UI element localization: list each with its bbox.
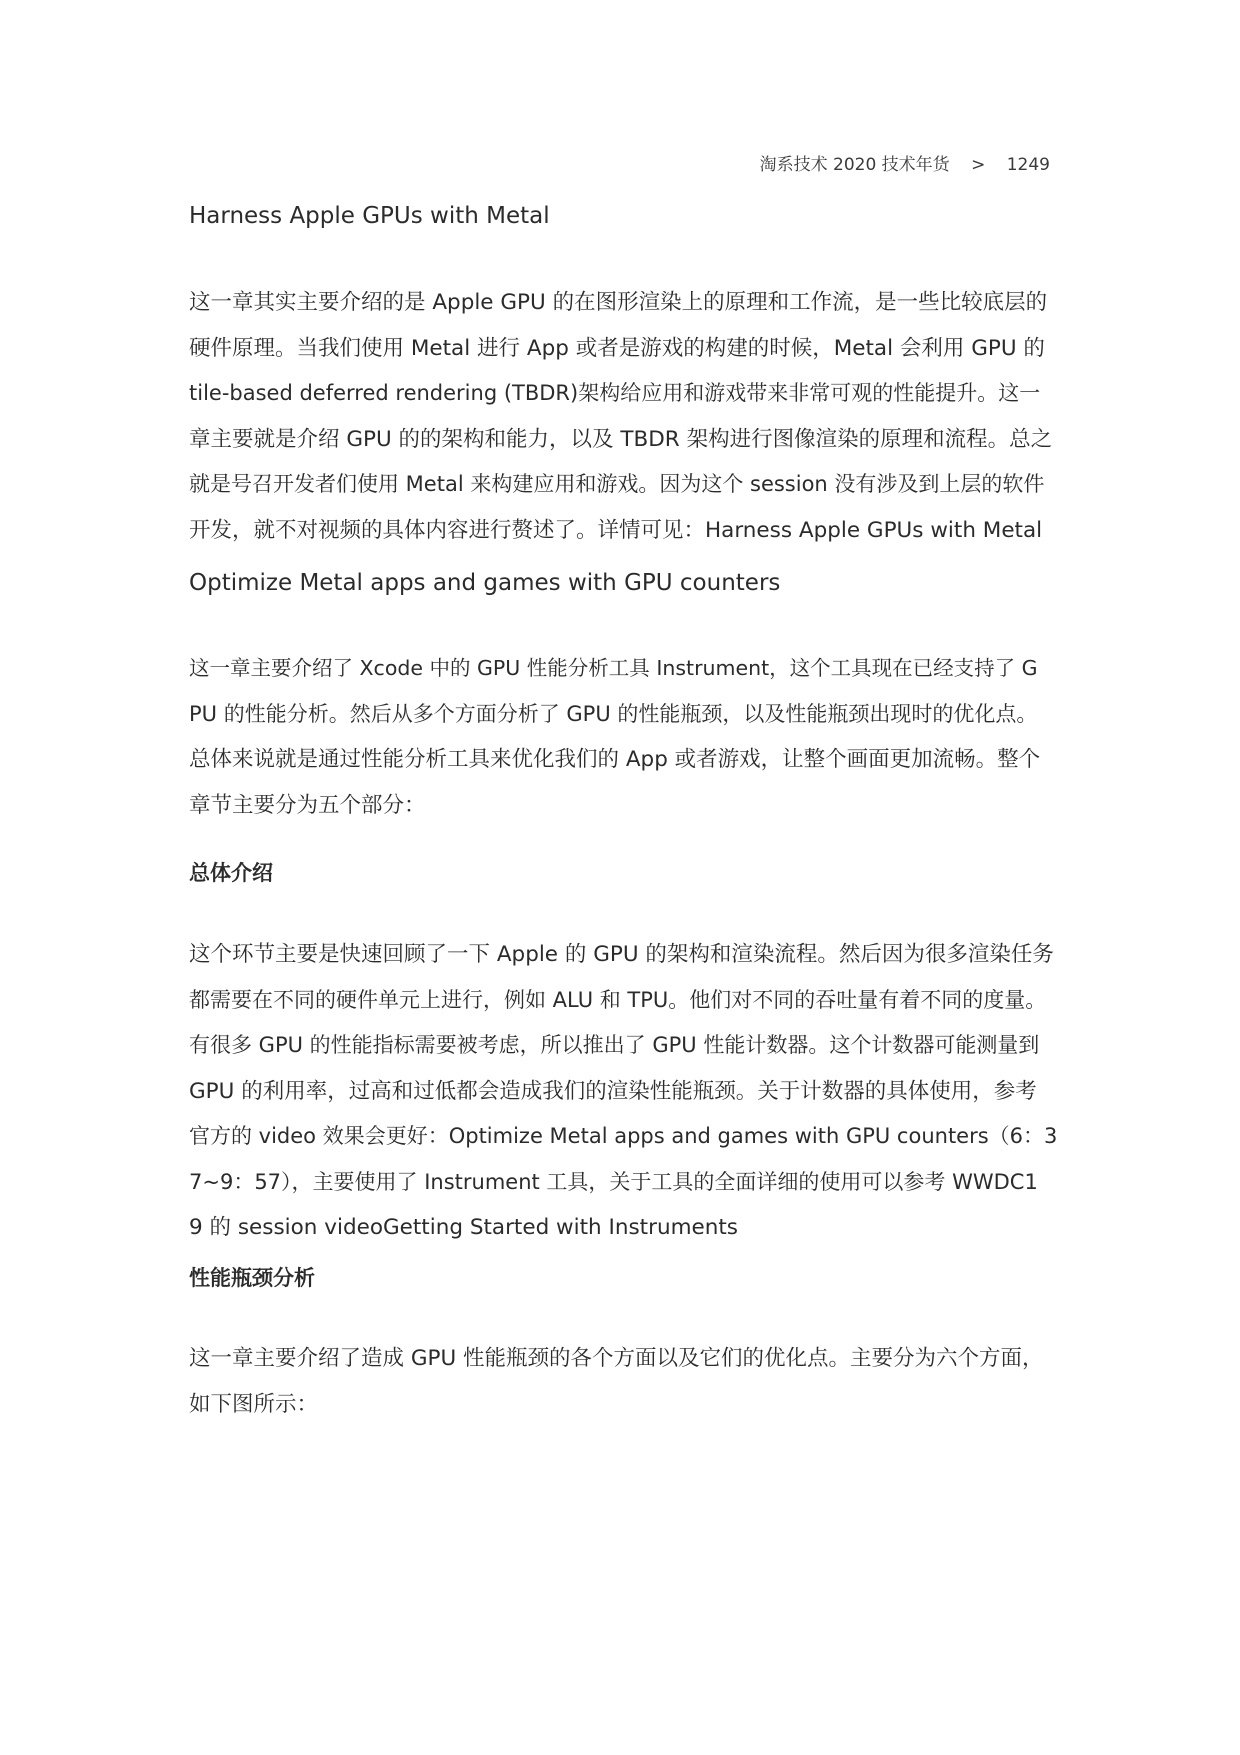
paragraph-line: 这一章主要介绍了造成 GPU 性能瓶颈的各个方面以及它们的优化点。主要分为六个方面， [189, 1346, 1044, 1371]
paragraph-line: 官方的 video 效果会更好：Optimize Metal apps and games with GPU counters（6：3 [189, 1124, 1057, 1148]
header-separator: > [971, 155, 986, 175]
page-header [760, 150, 1050, 175]
paragraph-line: tile-based deferred rendering (TBDR)架构给应用和游戏带来非常可观的性能提升。这一 [189, 381, 1041, 405]
paragraph-line: 都需要在不同的硬件单元上进行，例如 ALU 和 TPU。他们对不同的吞吐量有着不同的度量。 [189, 987, 1047, 1012]
page-number: 1249 [1006, 155, 1050, 175]
paragraph-line: 就是号召开发者们使用 Metal 来构建应用和游戏。因为这个 session 没有涉及到上层的软件 [189, 472, 1045, 496]
paragraph-overview [189, 932, 1057, 1251]
paragraph-gpu-counters [189, 646, 1057, 828]
subheading-bottleneck-analysis: 性能瓶颈分析 [189, 1266, 315, 1290]
paragraph-line: 这一章主要介绍了 Xcode 中的 GPU 性能分析工具 Instrument，这个工具现在已经支持了 G [189, 656, 1038, 680]
paragraph-line: 开发，就不对视频的具体内容进行赘述了。详情可见：Harness Apple GPUs with Metal [189, 517, 1043, 543]
paragraph-line: 这个环节主要是快速回顾了一下 Apple 的 GPU 的架构和渲染流程。然后因为很多渲染任务 [189, 942, 1054, 967]
subheading-overview: 总体介绍 [189, 861, 273, 885]
paragraph-line: 章主要就是介绍 GPU 的的架构和能力，以及 TBDR 架构进行图像渲染的原理和流程。总之 [189, 426, 1053, 452]
section-heading-harness-metal: Harness Apple GPUs with Metal [189, 203, 550, 229]
paragraph-line: 总体来说就是通过性能分析工具来优化我们的 App 或者游戏，让整个画面更加流畅。整个 [189, 747, 1041, 772]
paragraph-line: 硬件原理。当我们使用 Metal 进行 App 或者是游戏的构建的时候，Metal 会利用 GPU 的 [189, 335, 1045, 361]
paragraph-line: GPU 的利用率，过高和过低都会造成我们的渲染性能瓶颈。关于计数器的具体使用，参考 [189, 1078, 1037, 1104]
paragraph-line: 9 的 session videoGetting Started with Instruments [189, 1215, 738, 1240]
paragraph-line: 这一章其实主要介绍的是 Apple GPU 的在图形渲染上的原理和工作流，是一些比较底层的 [189, 290, 1048, 315]
paragraph-harness-metal [189, 280, 1057, 553]
section-heading-gpu-counters: Optimize Metal apps and games with GPU counters [189, 570, 781, 596]
paragraph-line: 7~9：57），主要使用了 Instrument 工具，关于工具的全面详细的使用可以参考 WWDC1 [189, 1169, 1038, 1194]
paragraph-line: 如下图所示： [189, 1391, 319, 1417]
paragraph-line: PU 的性能分析。然后从多个方面分析了 GPU 的性能瓶颈，以及性能瓶颈出现时的优化点。 [189, 701, 1038, 726]
paragraph-line: 有很多 GPU 的性能指标需要被考虑，所以推出了 GPU 性能计数器。这个计数器可能测量到 [189, 1033, 1040, 1057]
book-title: 淘系技术 2020 技术年货 [759, 155, 950, 175]
paragraph-bottleneck-analysis [189, 1336, 1057, 1427]
paragraph-line: 章节主要分为五个部分： [189, 792, 426, 818]
